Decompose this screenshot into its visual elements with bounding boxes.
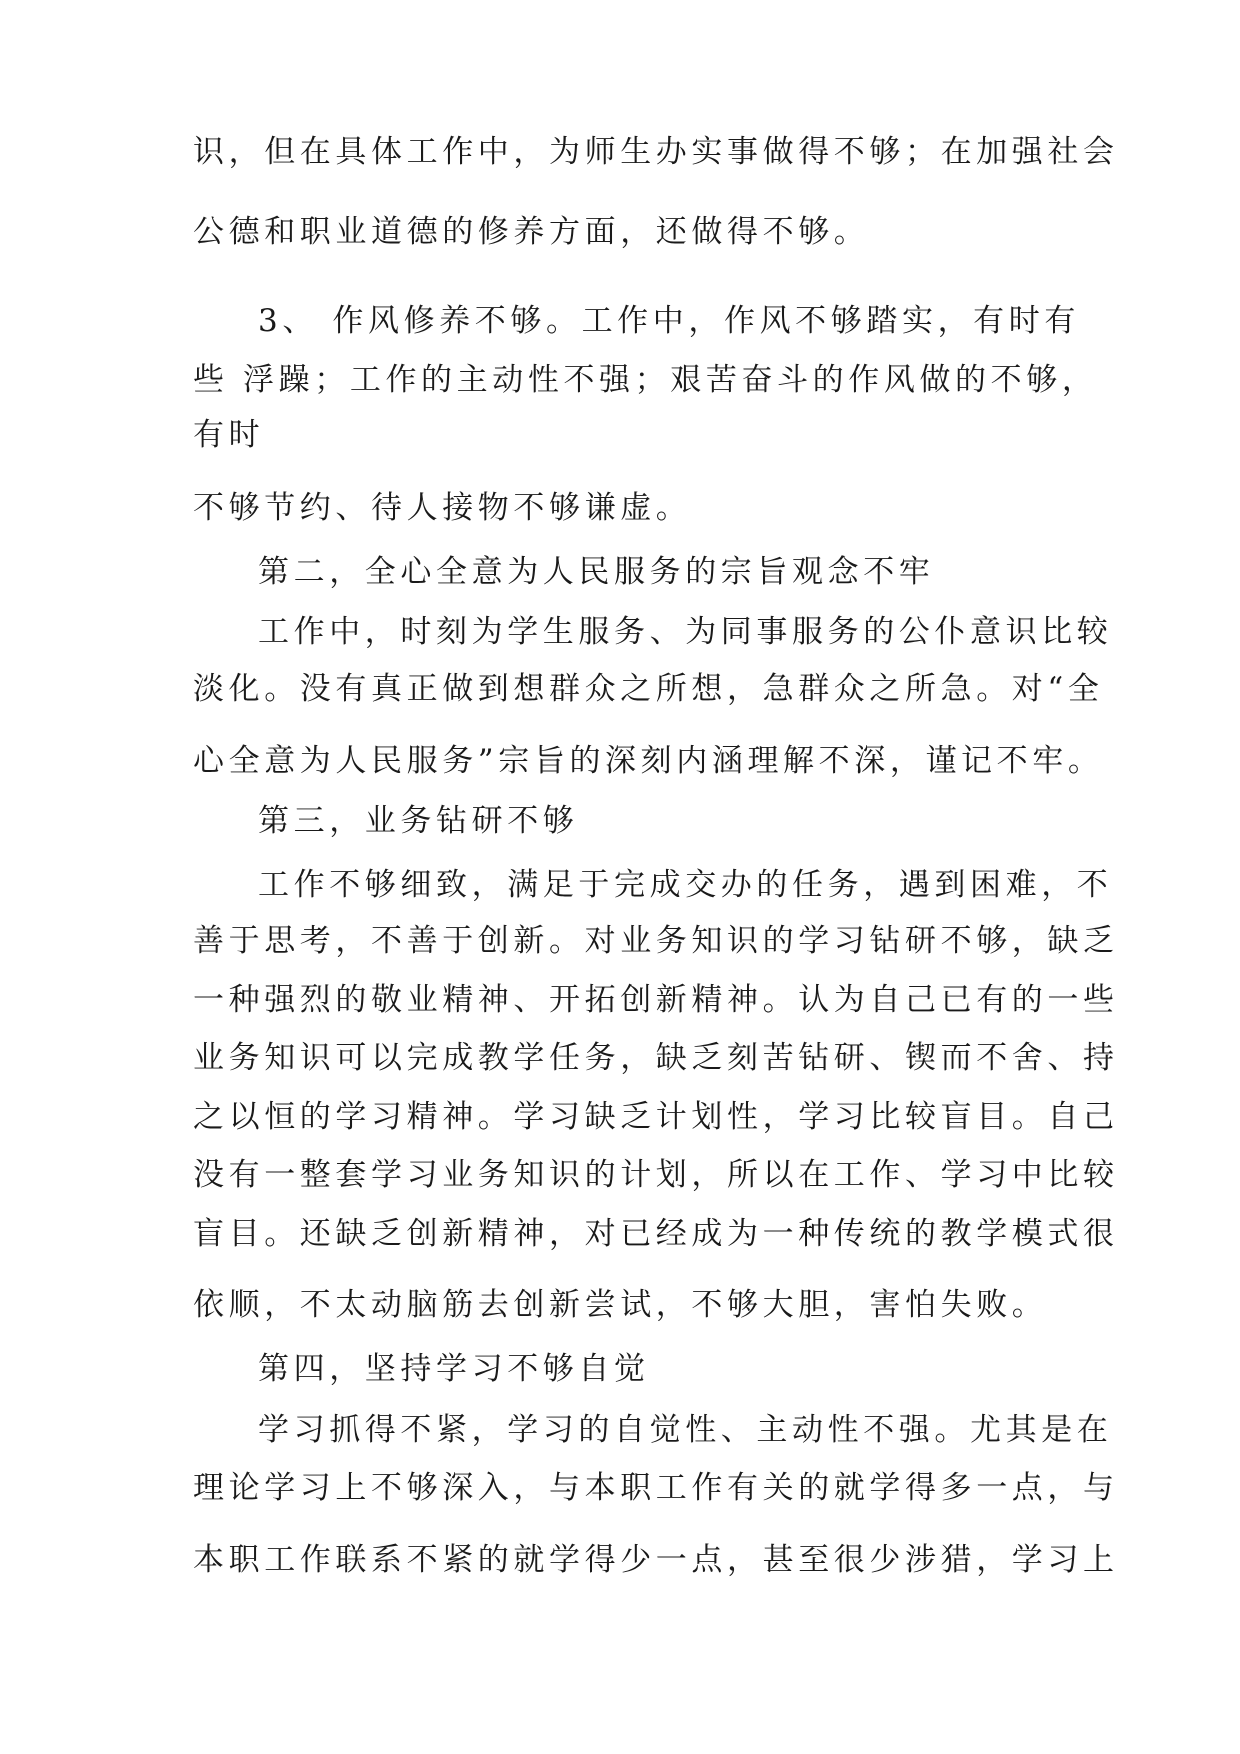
text-line: 一种强烈的敬业精神、开拓创新精神。认为自己已有的一些 <box>193 982 1119 1018</box>
section-heading: 第三，业务钻研不够 <box>258 803 579 839</box>
text-line: 些 浮躁；工作的主动性不强；艰苦奋斗的作风做的不够， <box>193 362 1098 398</box>
text-line: 本职工作联系不紧的就学得少一点，甚至很少涉猎，学习上 <box>193 1542 1119 1578</box>
text-line: 心全意为人民服务”宗旨的深刻内涵理解不深，谨记不牢。 <box>193 743 1104 779</box>
text-line: 不够节约、待人接物不够谦虚。 <box>193 490 692 526</box>
text-line: 学习抓得不紧，学习的自觉性、主动性不强。尤其是在 <box>258 1412 1113 1448</box>
text-line: 公德和职业道德的修养方面，还做得不够。 <box>193 214 870 250</box>
text-line: 业务知识可以完成教学任务，缺乏刻苦钻研、锲而不舍、持 <box>193 1040 1119 1076</box>
text-line: 淡化。没有真正做到想群众之所想，急群众之所急。对“全 <box>193 671 1104 707</box>
text-line: 善于思考，不善于创新。对业务知识的学习钻研不够，缺乏 <box>193 923 1119 959</box>
text-line: 之以恒的学习精神。学习缺乏计划性，学习比较盲目。自己 <box>193 1099 1119 1135</box>
text-line: 盲目。还缺乏创新精神，对已经成为一种传统的教学模式很 <box>193 1216 1119 1252</box>
text-line: 依顺，不太动脑筋去创新尝试，不够大胆，害怕失败。 <box>193 1287 1048 1323</box>
text-line: 识，但在具体工作中，为师生办实事做得不够；在加强社会 <box>193 134 1119 170</box>
section-heading: 第四，坚持学习不够自觉 <box>258 1351 650 1387</box>
text-line: 3、 作风修养不够。工作中，作风不够踏实，有时有 <box>258 303 1080 339</box>
section-heading: 第二，全心全意为人民服务的宗旨观念不牢 <box>258 554 935 590</box>
text-line: 有时 <box>193 417 265 453</box>
text-line: 工作不够细致，满足于完成交办的任务，遇到困难，不 <box>258 867 1113 903</box>
text-line: 工作中，时刻为学生服务、为同事服务的公仆意识比较 <box>258 614 1113 650</box>
text-line: 没有一整套学习业务知识的计划，所以在工作、学习中比较 <box>193 1157 1119 1193</box>
text-line: 理论学习上不够深入，与本职工作有关的就学得多一点，与 <box>193 1470 1119 1506</box>
